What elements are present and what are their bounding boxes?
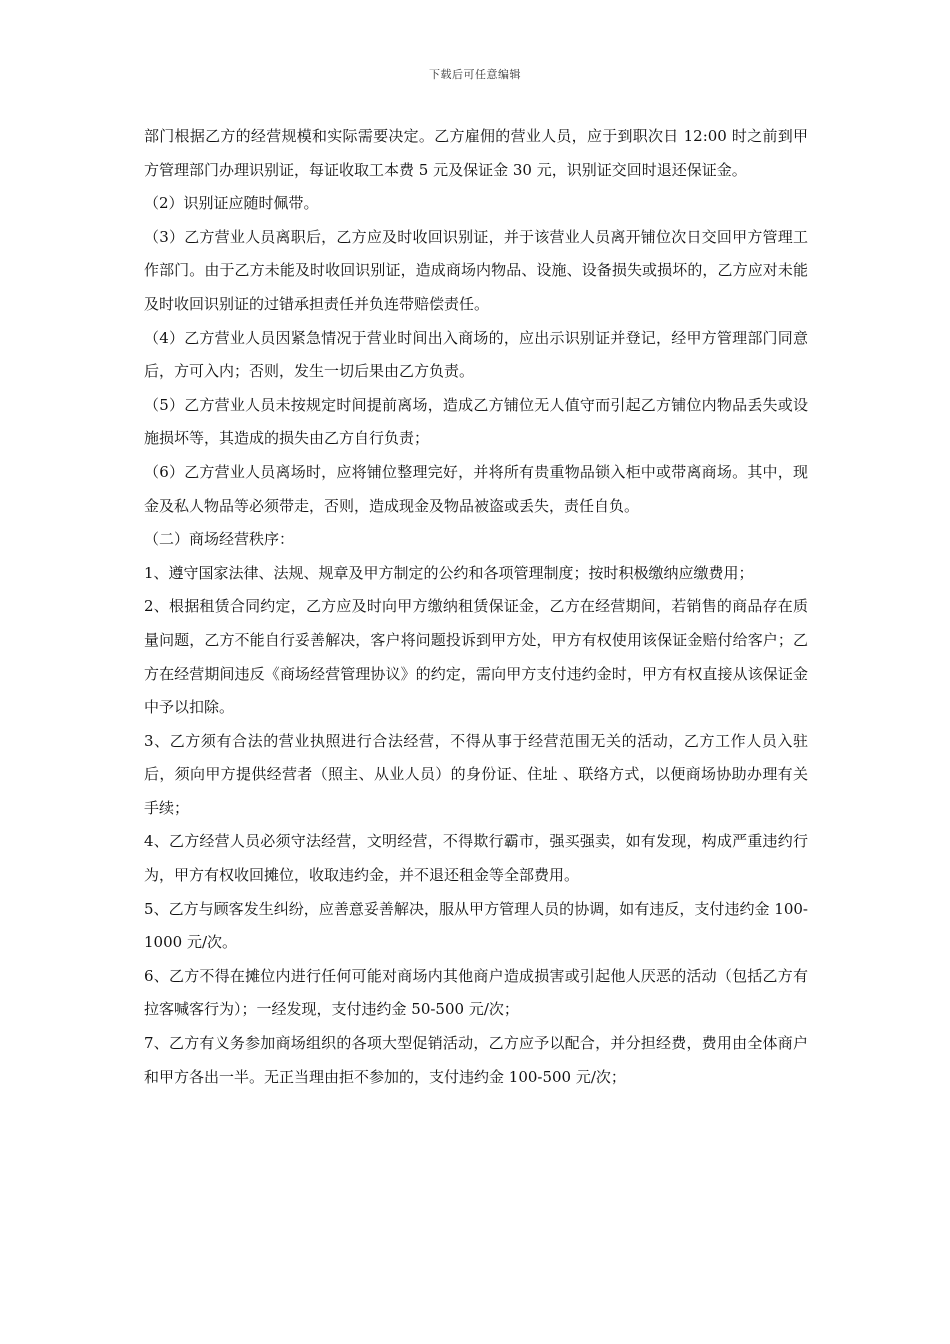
paragraph-2: （2）识别证应随时佩带。 [144, 194, 319, 213]
paragraph-4: （4）乙方营业人员因紧急情况于营业时间出入商场的，应出示识别证并登记，经甲方管理部门同意后，方可入内；否则，发生一切后果由乙方负责。 [144, 328, 808, 381]
document-body [144, 120, 808, 1094]
page-header: 下载后可任意编辑 [429, 68, 521, 81]
paragraph-10: 4、乙方经营人员必须守法经营，文明经营，不得欺行霸市，强买强卖，如有发现，构成严重违约行为，甲方有权收回摊位，收取违约金，并不退还租金等全部费用。 [144, 832, 808, 885]
paragraph-9: 3、乙方须有合法的营业执照进行合法经营，不得从事于经营范围无关的活动，乙方工作人员入驻后，须向甲方提供经营者（照主、从业人员）的身份证、住址 、联络方式，以便商场协助办理有关手续； [144, 731, 808, 817]
section-heading: （二）商场经营秩序： [144, 530, 295, 549]
paragraph-8: 2、根据租赁合同约定，乙方应及时向甲方缴纳租赁保证金，乙方在经营期间，若销售的商品存在质量问题，乙方不能自行妥善解决，客户将问题投诉到甲方处，甲方有权使用该保证金赔付给客户；乙方在经营期间违反《商场经营管理协议》的约定，需向甲方支付违约金时，甲方有权直接从该保证金中予以扣除。 [144, 597, 808, 717]
paragraph-5: （5）乙方营业人员未按规定时间提前离场，造成乙方铺位无人值守而引起乙方铺位内物品丢失或设施损坏等，其造成的损失由乙方自行负责； [144, 395, 808, 448]
paragraph-7: 1、遵守国家法律、法规、规章及甲方制定的公约和各项管理制度；按时积极缴纳应缴费用； [144, 563, 754, 582]
paragraph-3: （3）乙方营业人员离职后，乙方应及时收回识别证，并于该营业人员离开铺位次日交回甲方管理工作部门。由于乙方未能及时收回识别证，造成商场内物品、设施、设备损失或损坏的，乙方应对未能及时收回识别证的过错承担责任并负连带赔偿责任。 [144, 227, 808, 313]
paragraph-11: 5、乙方与顾客发生纠纷，应善意妥善解决，服从甲方管理人员的协调，如有违反，支付违约金 100-1000 元/次。 [144, 899, 808, 952]
paragraph-6: （6）乙方营业人员离场时，应将铺位整理完好，并将所有贵重物品锁入柜中或带离商场。其中，现金及私人物品等必须带走，否则，造成现金及物品被盗或丢失，责任自负。 [144, 462, 808, 515]
paragraph-1: 部门根据乙方的经营规模和实际需要决定。乙方雇佣的营业人员，应于到职次日 12:00 时之前到甲方管理部门办理识别证，每证收取工本费 5 元及保证金 30 元，识别证交回时退还保证金。 [144, 127, 808, 179]
paragraph-13: 7、乙方有义务参加商场组织的各项大型促销活动，乙方应予以配合，并分担经费，费用由全体商户和甲方各出一半。无正当理由拒不参加的，支付违约金 100-500 元/次； [144, 1034, 808, 1086]
paragraph-12: 6、乙方不得在摊位内进行任何可能对商场内其他商户造成损害或引起他人厌恶的活动（包括乙方有拉客喊客行为）；一经发现，支付违约金 50-500 元/次； [144, 966, 808, 1019]
